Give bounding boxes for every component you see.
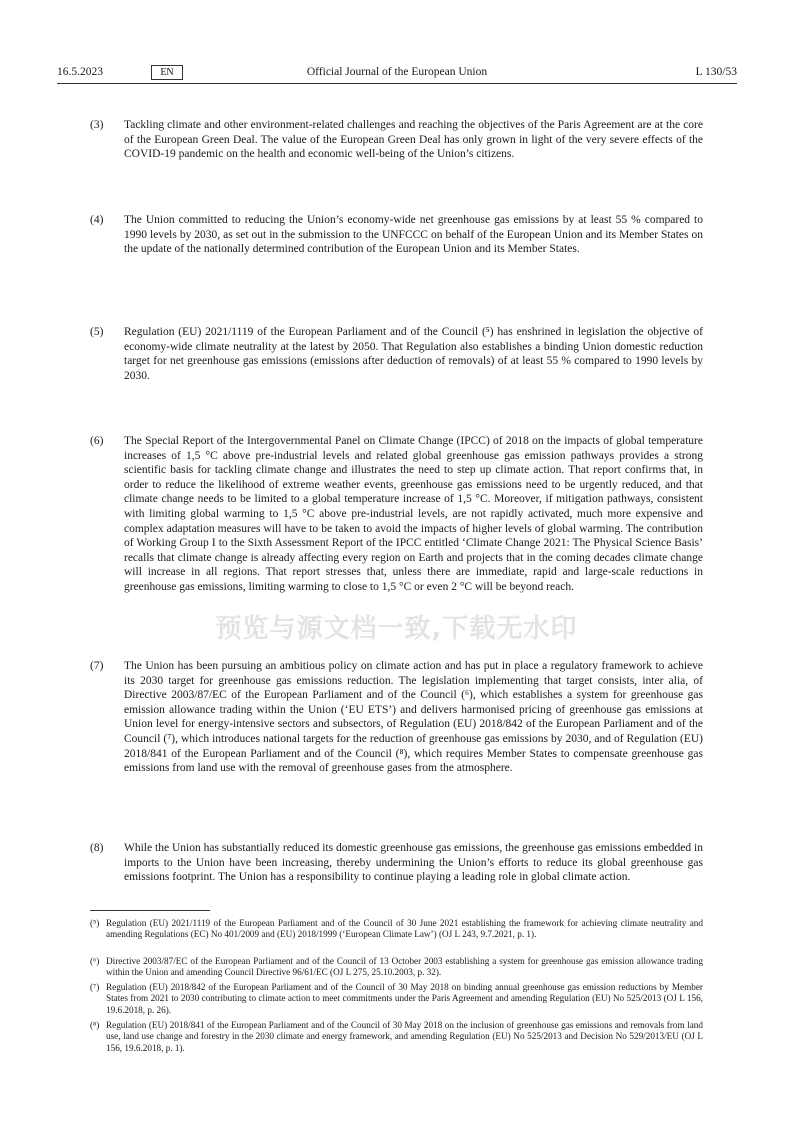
- recital-text: While the Union has substantially reduced its domestic greenhouse gas emissions, the greenhouse gas emissions embedded in imports to the Union have been increasing, thereby undermining the Union’s efforts to reduce its global greenhouse gas emissions footprint. The Union has a responsibility to continue playing a leading role in global climate action.: [124, 842, 703, 884]
- footnote-mark: (⁸): [90, 1020, 100, 1030]
- journal-title: Official Journal of the European Union: [306, 66, 488, 78]
- footnote-text: Directive 2003/87/EC of the European Parliament and of the Council of 13 October 2003 establishing a system for greenhouse gas emission allowance trading within the Union and amending Council Directive 96/61/EC (OJ L 275, 25.10.2003, p. 32).: [106, 956, 703, 978]
- recital-5: [90, 325, 703, 383]
- recital-8: [90, 841, 703, 885]
- footnote-mark: (⁵): [90, 918, 100, 928]
- header-rule: [57, 83, 737, 84]
- page-header: [57, 64, 737, 82]
- footnote-mark: (⁶): [90, 956, 100, 966]
- recital-text: Tackling climate and other environment-related challenges and reaching the objectives of the Paris Agreement are at the core of the European Green Deal. The value of the European Green Deal has only grown in light of the very severe effects of the COVID-19 pandemic on the health and economic well-being of the Union’s citizens.: [124, 119, 703, 161]
- footnote-7: [90, 982, 703, 1016]
- footnote-text: Regulation (EU) 2018/842 of the European Parliament and of the Council of 30 May 2018 on binding annual greenhouse gas emission reductions by Member States from 2021 to 2030 contributing to climate action to meet commitments under the Paris Agreement and amending Regulation (EU) No 525/2013 (OJ L 156, 19.6.2018, p. 26).: [106, 982, 703, 1015]
- footnote-rule: [90, 910, 210, 911]
- recital-text: The Special Report of the Intergovernmental Panel on Climate Change (IPCC) of 2018 on the impacts of global temperature increases of 1,5 °C above pre-industrial levels and related global greenhouse gas emission pathways provides a strong scientific basis for tackling climate change and illustrates the need to step up climate action. That report confirms that, in order to reduce the likelihood of extreme weather events, greenhouse gas emissions need to be urgently reduced, and that climate change needs to be limited to a global temperature increase of 1,5 °C. Moreover, if mitigation pathways, consistent with limiting global warming to 1,5 °C above pre-industrial levels, are not rapidly activated, much more expensive and complex adaptation measures will have to be taken to avoid the impacts of higher levels of global warming. The contribution of Working Group I to the Sixth Assessment Report of the IPCC entitled ‘Climate Change 2021: The Physical Science Basis’ recalls that climate change is already affecting every region on Earth and projects that in the coming decades climate change will increase in all regions. That report stresses that, unless there are immediate, rapid and large-scale reductions in greenhouse gas emissions, limiting warming to close to 1,5 °C or even 2 °C will be beyond reach.: [124, 435, 703, 593]
- recital-number: (6): [90, 435, 104, 447]
- footnote-8: [90, 1020, 703, 1054]
- recital-text: The Union committed to reducing the Union’s economy-wide net greenhouse gas emissions by at least 55 % compared to 1990 levels by 2030, as set out in the submission to the UNFCCC on behalf of the European Union and its Member States on the update of the nationally determined contribution of the European Union and its Member States.: [124, 214, 703, 256]
- recital-number: (4): [90, 214, 104, 226]
- recital-3: [90, 118, 703, 162]
- recital-number: (7): [90, 660, 104, 672]
- recital-4: [90, 213, 703, 257]
- recital-text: The Union has been pursuing an ambitious policy on climate action and has put in place a regulatory framework to achieve its 2030 target for greenhouse gas emissions reduction. The legislation implementing that target consists, inter alia, of Directive 2003/87/EC of the European Parliament and of the Council (⁶), which establishes a system for greenhouse gas emission allowance trading within the Union (‘EU ETS’) and delivers harmonised pricing of greenhouse gas emissions at Union level for energy-intensive sectors and subsectors, of Regulation (EU) 2018/842 of the European Parliament and of the Council (⁷), which introduces national targets for the reduction of greenhouse gas emissions by 2030, and of Regulation (EU) 2018/841 of the European Parliament and of the Council (⁸), which requires Member States to compensate greenhouse gas emissions from land use with the removal of greenhouse gases from the atmosphere.: [124, 660, 703, 775]
- footnote-text: Regulation (EU) 2018/841 of the European Parliament and of the Council of 30 May 2018 on the inclusion of greenhouse gas emissions and removals from land use, land use change and forestry in the 2030 climate and energy framework, and amending Regulation (EU) No 525/2013 and Decision No 529/2013/EU (OJ L 156, 19.6.2018, p. 1).: [106, 1020, 703, 1053]
- footnote-6: [90, 956, 703, 979]
- recital-number: (3): [90, 119, 104, 131]
- recital-7: [90, 659, 703, 776]
- header-date: 16.5.2023: [57, 66, 103, 78]
- footnote-5: [90, 918, 703, 941]
- recital-number: (5): [90, 326, 104, 338]
- recital-number: (8): [90, 842, 104, 854]
- watermark-text: 预览与源文档一致,下载无水印: [215, 614, 578, 644]
- footnote-text: Regulation (EU) 2021/1119 of the European Parliament and of the Council of 30 June 2021 establishing the framework for achieving climate neutrality and amending Regulations (EC) No 401/2009 and (EU) 2018/1999 (‘European Climate Law’) (OJ L 243, 9.7.2021, p. 1).: [106, 918, 703, 940]
- page-reference: L 130/53: [695, 66, 737, 78]
- language-badge: EN: [151, 65, 183, 80]
- footnote-mark: (⁷): [90, 982, 100, 992]
- recital-6: [90, 434, 703, 595]
- recital-text: Regulation (EU) 2021/1119 of the European Parliament and of the Council (⁵) has enshrined in legislation the objective of economy-wide climate neutrality at the latest by 2050. That Regulation also establishes a binding Union domestic reduction target for net greenhouse gas emissions (emissions after deduction of removals) of at least 55 % compared to 1990 levels by 2030.: [124, 326, 703, 382]
